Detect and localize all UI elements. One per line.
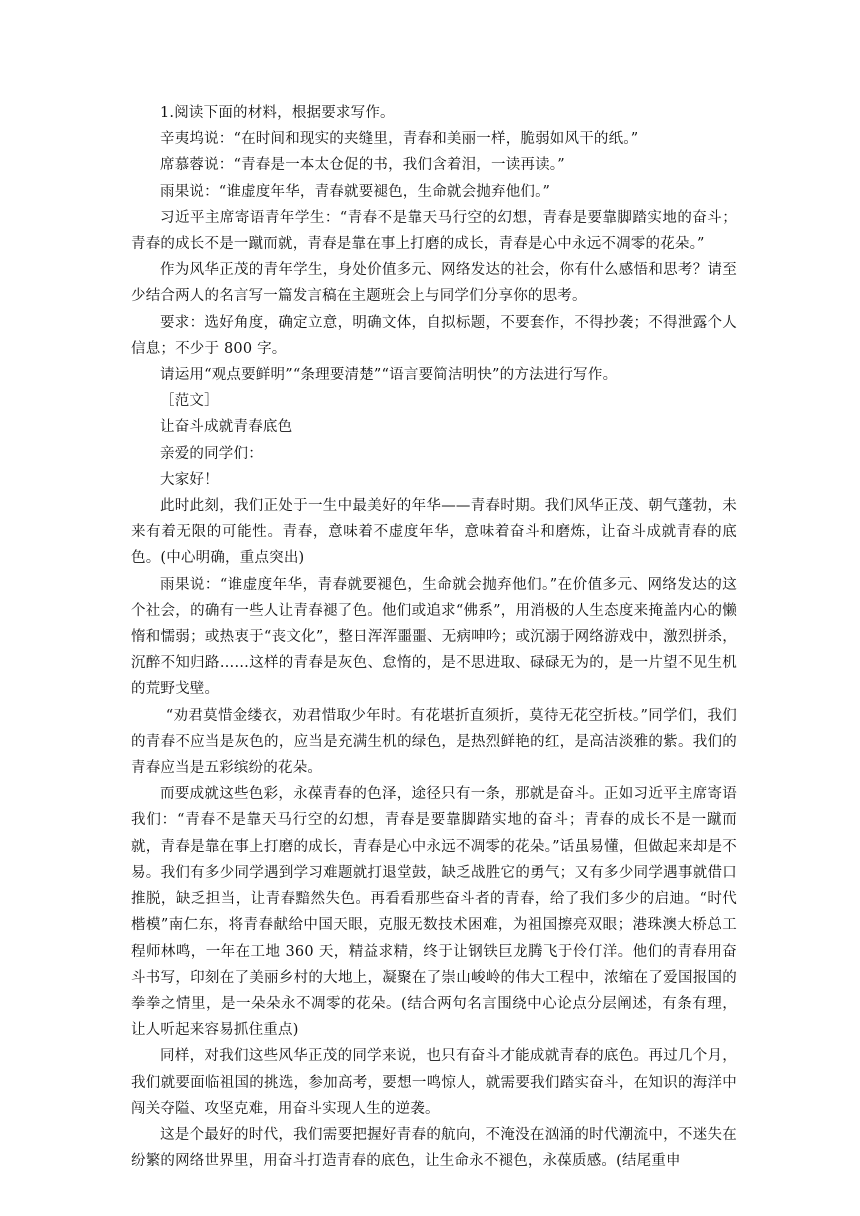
- quote-hugo: 雨果说：“谁虚度年华，青春就要褪色，生命就会抛弃他们。”: [160, 183, 551, 200]
- essay-paragraph-struggle: 而要成就这些色彩，永葆青春的色泽，途径只有一条，那就是奋斗。正如习近平主席寄语我们：“青春不是靠天马行空的幻想，青春是要靠脚踏实地的奋斗；青春的成长不是一蹴而就，青春是靠在事上打磨的成长，青春是心中永远不凋零的花朵。”话虽易懂，但做起来却是不易。我们有多少同学遇到学习难题就打退堂鼓，缺乏战胜它的勇气；又有多少同学遇事就借口推脱，缺乏担当，让青春黯然失色。再看看那些奋斗者的青春，给了我们多少的启迪。“时代楷模”南仁东，将青春献给中国天眼，克服无数技术困难，为祖国擦亮双眼；港珠澳大桥总工程师林鸣，一年在工地 360 天，精益求精，终于让钢铁巨龙腾飞于伶仃洋。他们的青春用奋斗书写，印刻在了美丽乡村的大地上，凝聚在了崇山峻岭的伟大工程中，浓缩在了爱国报国的拳拳之情里，是一朵朵永不凋零的花朵。(结合两句名言围绕中心论点分层阐述，有条有理，让人听起来容易抓住重点): [131, 786, 737, 1039]
- essay-paragraph-students: 同样，对我们这些风华正茂的同学来说，也只有奋斗才能成就青春的底色。再过几个月，我们就要面临祖国的挑选，参加高考，要想一鸣惊人，就需要我们踏实奋斗，在知识的海洋中闯关夺隘、攻坚克难，用奋斗实现人生的逆袭。: [131, 1048, 737, 1117]
- requirements: 要求：选好角度，确定立意，明确文体，自拟标题，不要套作，不得抄袭；不得泄露个人信息；不少于 800 字。: [131, 314, 737, 357]
- document-page: [131, 100, 737, 1174]
- quote-xi-mu-rong: 席慕蓉说：“青春是一本太仓促的书，我们含着泪，一读再读。”: [160, 157, 565, 174]
- task-description: 作为风华正茂的青年学生，身处价值多元、网络发达的社会，你有什么感悟和思考？请至少结合两人的名言写一篇发言稿在主题班会上与同学们分享你的思考。: [131, 262, 737, 305]
- quote-xi-jinping: 习近平主席寄语青年学生：“青春不是靠天马行空的幻想，青春是要靠脚踏实地的奋斗；青春的成长不是一蹴而就，青春是靠在事上打磨的成长，青春是心中永远不凋零的花朵。”: [131, 209, 737, 253]
- salutation: 亲爱的同学们：: [160, 445, 263, 462]
- essay-paragraph-poem: “劝君莫惜金缕衣，劝君惜取少年时。有花堪折直须折，莫待无花空折枝。”同学们，我们的青春不应当是灰色的，应当是充满生机的绿色，是热烈鲜艳的红，是高洁淡雅的紫。我们的青春应当是五彩缤纷的花朵。: [131, 707, 737, 777]
- essay-paragraph-hugo: 雨果说：“谁虚度年华，青春就要褪色，生命就会抛弃他们。”在价值多元、网络发达的这个社会，的确有一些人让青春褪了色。他们或追求“佛系”，用消极的人生态度来掩盖内心的懒惰和懦弱；或热衷于“丧文化”，整日浑浑噩噩、无病呻吟；或沉溺于网络游戏中，激烈拼杀，沉醉不知归路……这样的青春是灰色、怠惰的，是不思进取、碌碌无为的，是一片望不见生机的荒野戈壁。: [131, 576, 737, 698]
- essay-title: 让奋斗成就青春底色: [160, 419, 293, 436]
- greeting: 大家好！: [160, 471, 219, 488]
- sample-label: ［范文］: [160, 393, 219, 410]
- essay-paragraph-intro: 此时此刻，我们正处于一生中最美好的年华——青春时期。我们风华正茂、朝气蓬勃，未来有着无限的可能性。青春，意味着不虚度年华，意味着奋斗和磨炼，让奋斗成就青春的底色。(中心明确，重点突出): [131, 498, 737, 567]
- quote-xin-yi-wu: 辛夷坞说：“在时间和现实的夹缝里，青春和美丽一样，脆弱如风干的纸。”: [160, 131, 639, 148]
- method-instruction: 请运用“观点要鲜明”“条理要清楚”“语言要简洁明快”的方法进行写作。: [160, 367, 618, 384]
- essay-paragraph-conclusion: 这是个最好的时代，我们需要把握好青春的航向，不淹没在汹涌的时代潮流中，不迷失在纷繁的网络世界里，用奋斗打造青春的底色，让生命永不褪色，永葆质感。(结尾重申: [131, 1126, 737, 1170]
- question-prompt: 1.阅读下面的材料，根据要求写作。: [160, 105, 395, 121]
